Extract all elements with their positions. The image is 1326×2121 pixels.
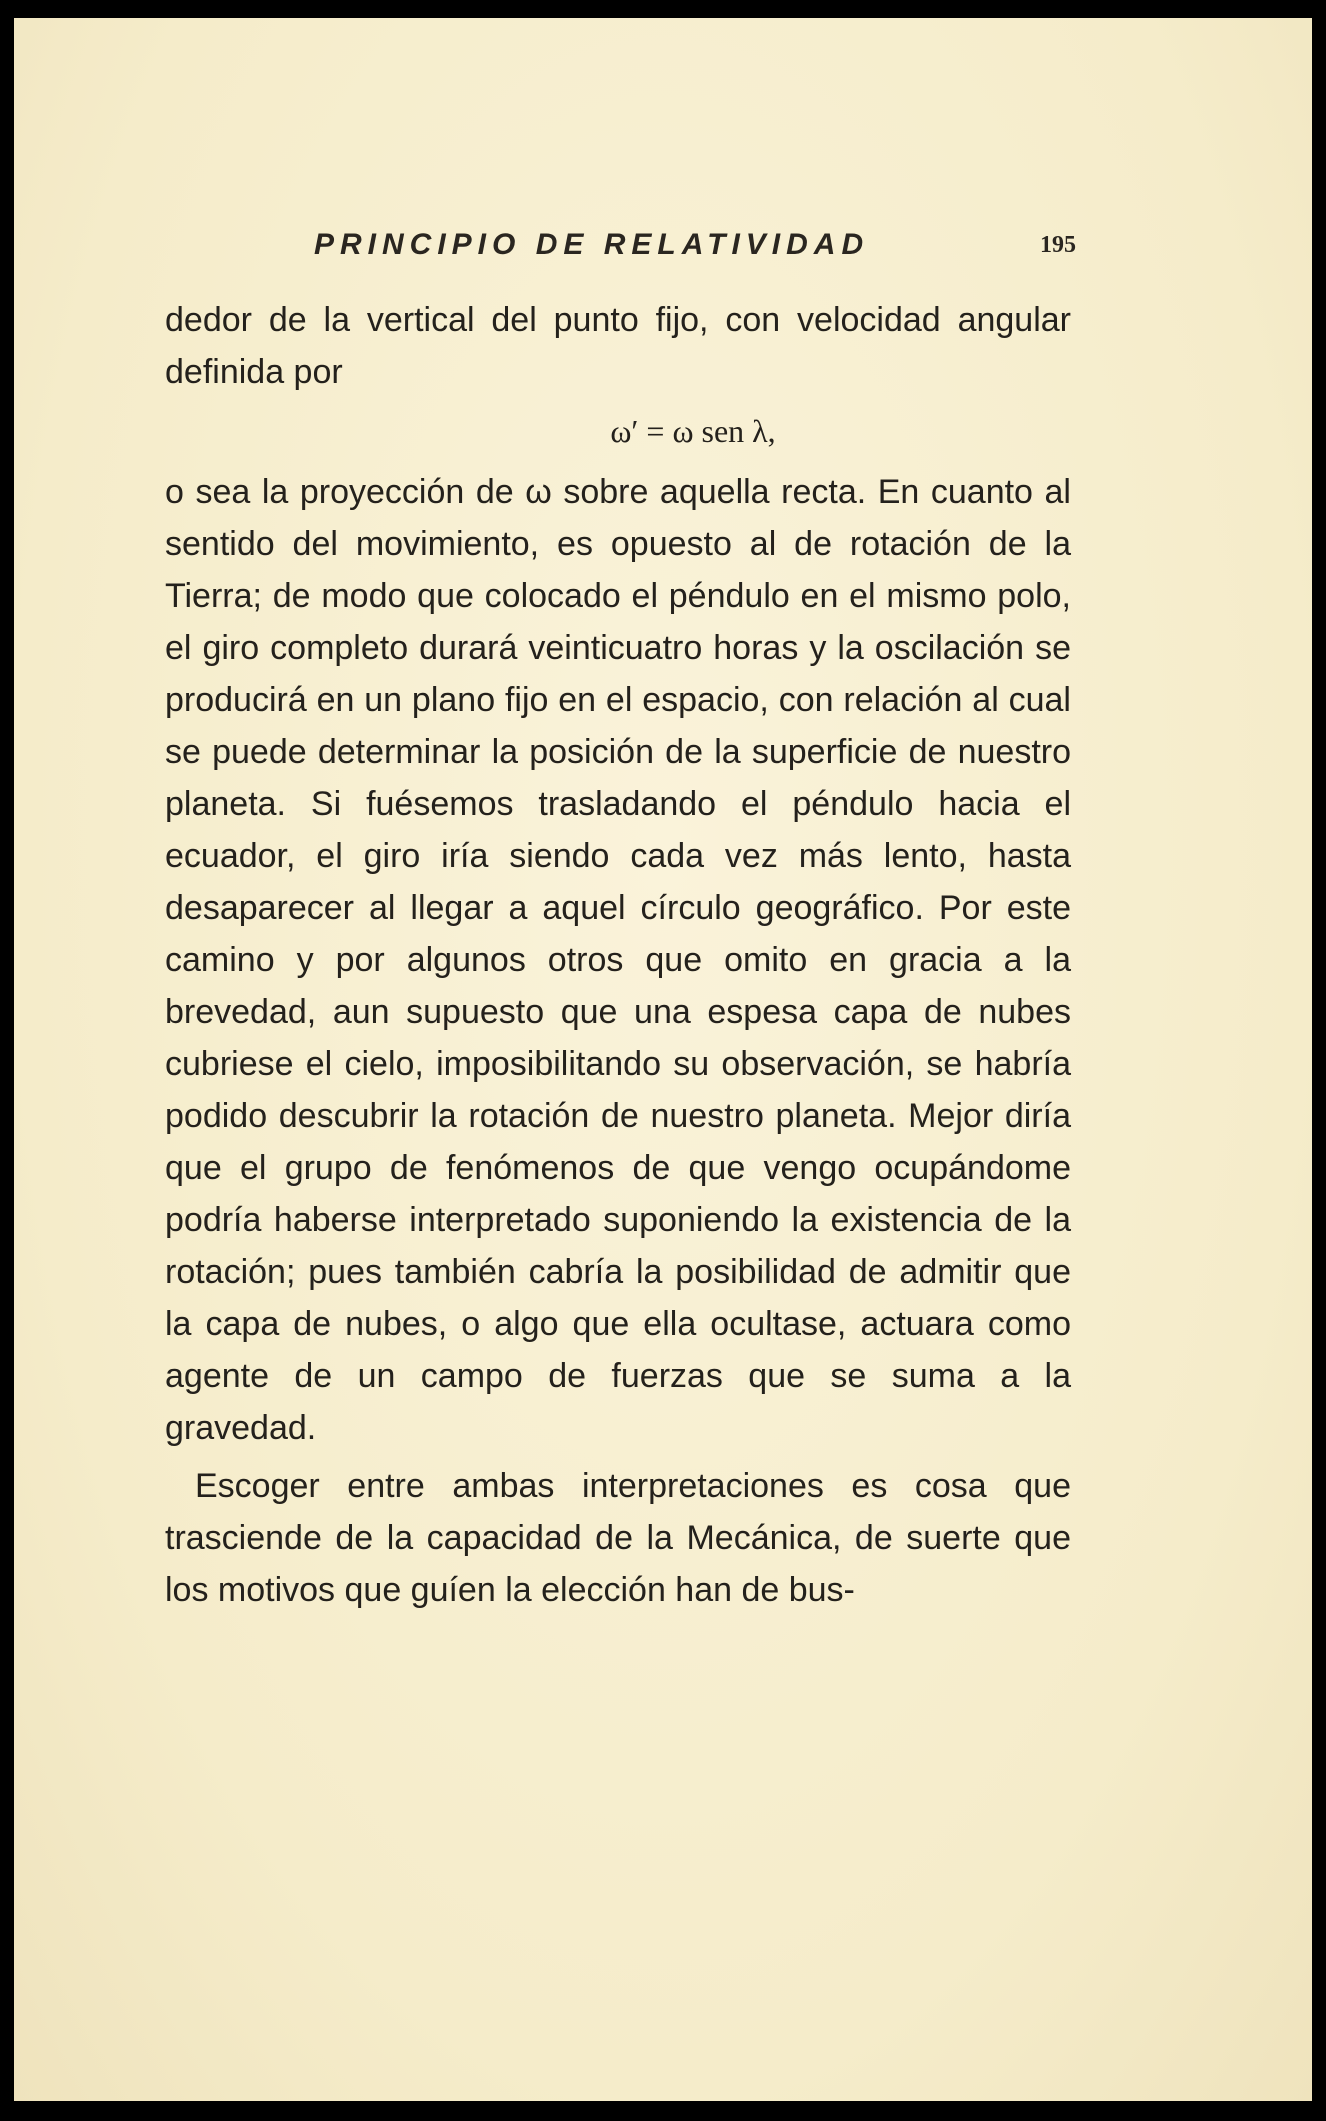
formula: ω′ = ω sen λ, <box>610 413 776 449</box>
paragraph-intro: dedor de la vertical del punto fijo, con velocidad angular definida por <box>165 301 1071 391</box>
book-page <box>14 18 1312 2101</box>
body-text <box>165 294 1071 1616</box>
running-head <box>14 228 1312 276</box>
paragraph-main: o sea la proyección de ω sobre aquella recta. En cuanto al sentido del movimiento, es opuesto al de rotación de la Tierra; de modo que colocado el péndulo en el mismo polo, el giro completo durará veinticuatro horas y la oscilación se producirá en un plano fijo en el espacio, con relación al cual se puede determinar la posición de la superficie de nuestro planeta. Si fuésemos trasladando el péndulo hacia el ecuador, el giro iría siendo cada vez más lento, hasta desaparecer al llegar a aquel círculo geográfico. Por este camino y por algunos otros que omito en gracia a la brevedad, aun supuesto que una espesa capa de nubes cubriese el cielo, imposibilitando su observación, se habría podido descubrir la rotación de nuestro planeta. Mejor diría que el grupo de fenómenos de que vengo ocupándome podría haberse interpretado suponiendo la existencia de la rotación; pues también cabría la posibilidad de admitir que la capa de nubes, o algo que ella ocultase, actuara como agente de un campo de fuerzas que se suma a la gravedad. <box>165 473 1071 1447</box>
running-title: PRINCIPIO DE RELATIVIDAD <box>314 228 870 261</box>
paragraph-second: Escoger entre ambas interpretaciones es cosa que trasciende de la capacidad de la Mecánica, de suerte que los motivos que guíen la elección han de bus- <box>165 1467 1071 1609</box>
page-number: 195 <box>1040 232 1076 258</box>
